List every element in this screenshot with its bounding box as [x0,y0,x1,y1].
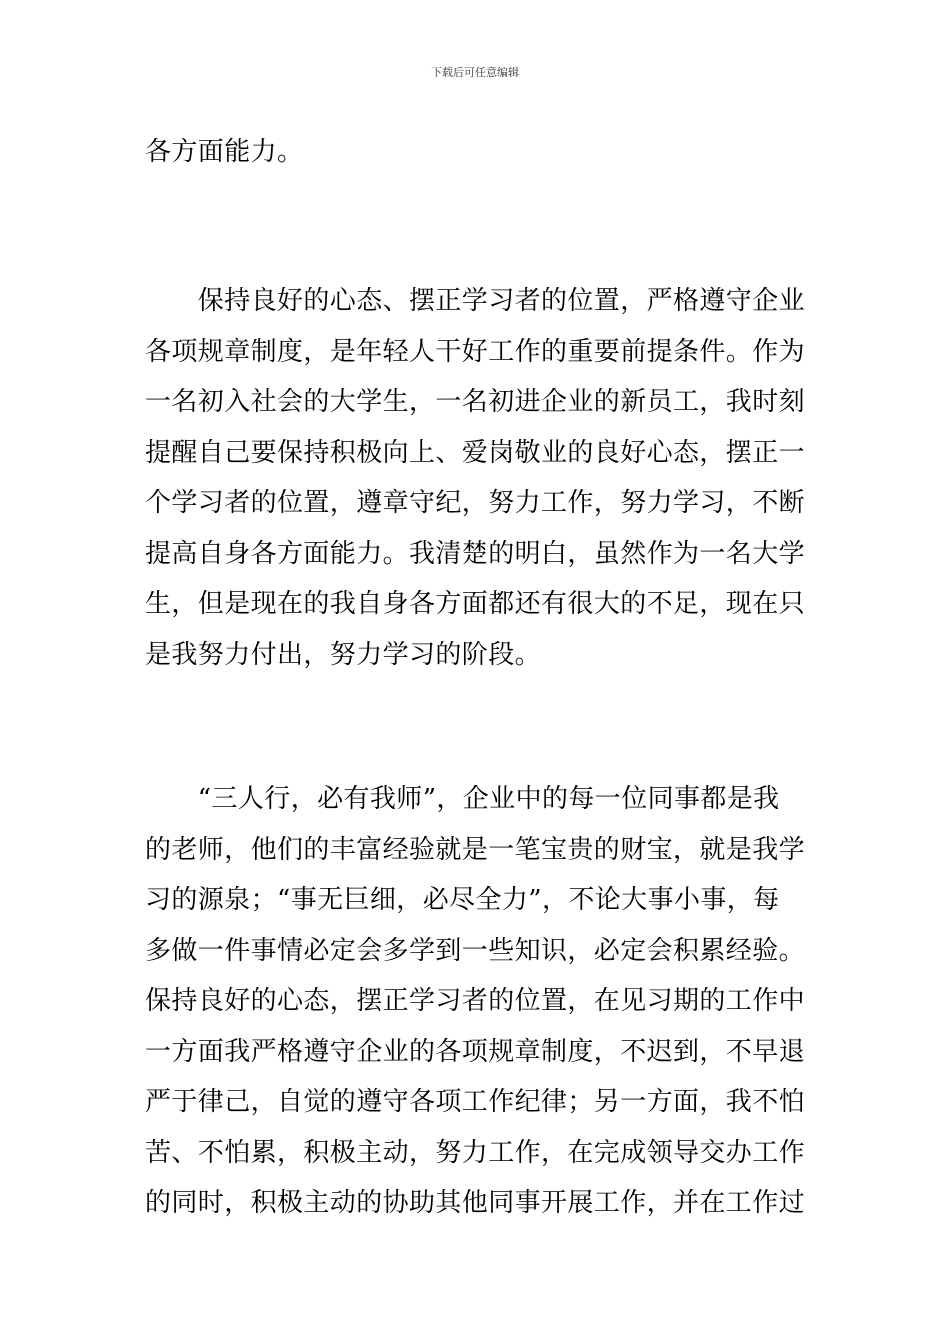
paragraph-attitude: 保持良好的心态、摆正学习者的位置，严格遵守企业 各项规章制度，是年轻人干好工作的重要前提条件。作为 一名初入社会的大学生，一名初进企业的新员工，我时刻 提醒自己要保持积极向上、爱岗敬业的良好心态，摆正一 个学习者的位置，遵章守纪，努力工作，努力学习，不断 提高自身各方面能力。我清楚的明白，虽然作为一名大学 生，但是现在的我自身各方面都还有很大的不足，现在只 是我努力付出，努力学习的阶段。 [145,286,806,670]
page-header-note: 下载后可任意编辑 [431,66,519,79]
paragraph-learning: “三人行，必有我师”，企业中的每一位同事都是我 的老师，他们的丰富经验就是一笔宝贵的财宝，就是我学 习的源泉；“事无巨细，必尽全力”，不论大事小事，每 多做一件事情必定会多学到一些知识，必定会积累经验。 保持良好的心态，摆正学习者的位置，在见习期的工作中 一方面我严格遵守企业的各项规章制度，不迟到，不早退 严于律己，自觉的遵守各项工作纪律；另一方面，我不怕 苦、不怕累，积极主动，努力工作，在完成领导交办工作 的同时，积极主动的协助其他同事开展工作，并在工作过 [145,784,806,1218]
paragraph-continuation: 各方面能力。 [145,137,304,167]
